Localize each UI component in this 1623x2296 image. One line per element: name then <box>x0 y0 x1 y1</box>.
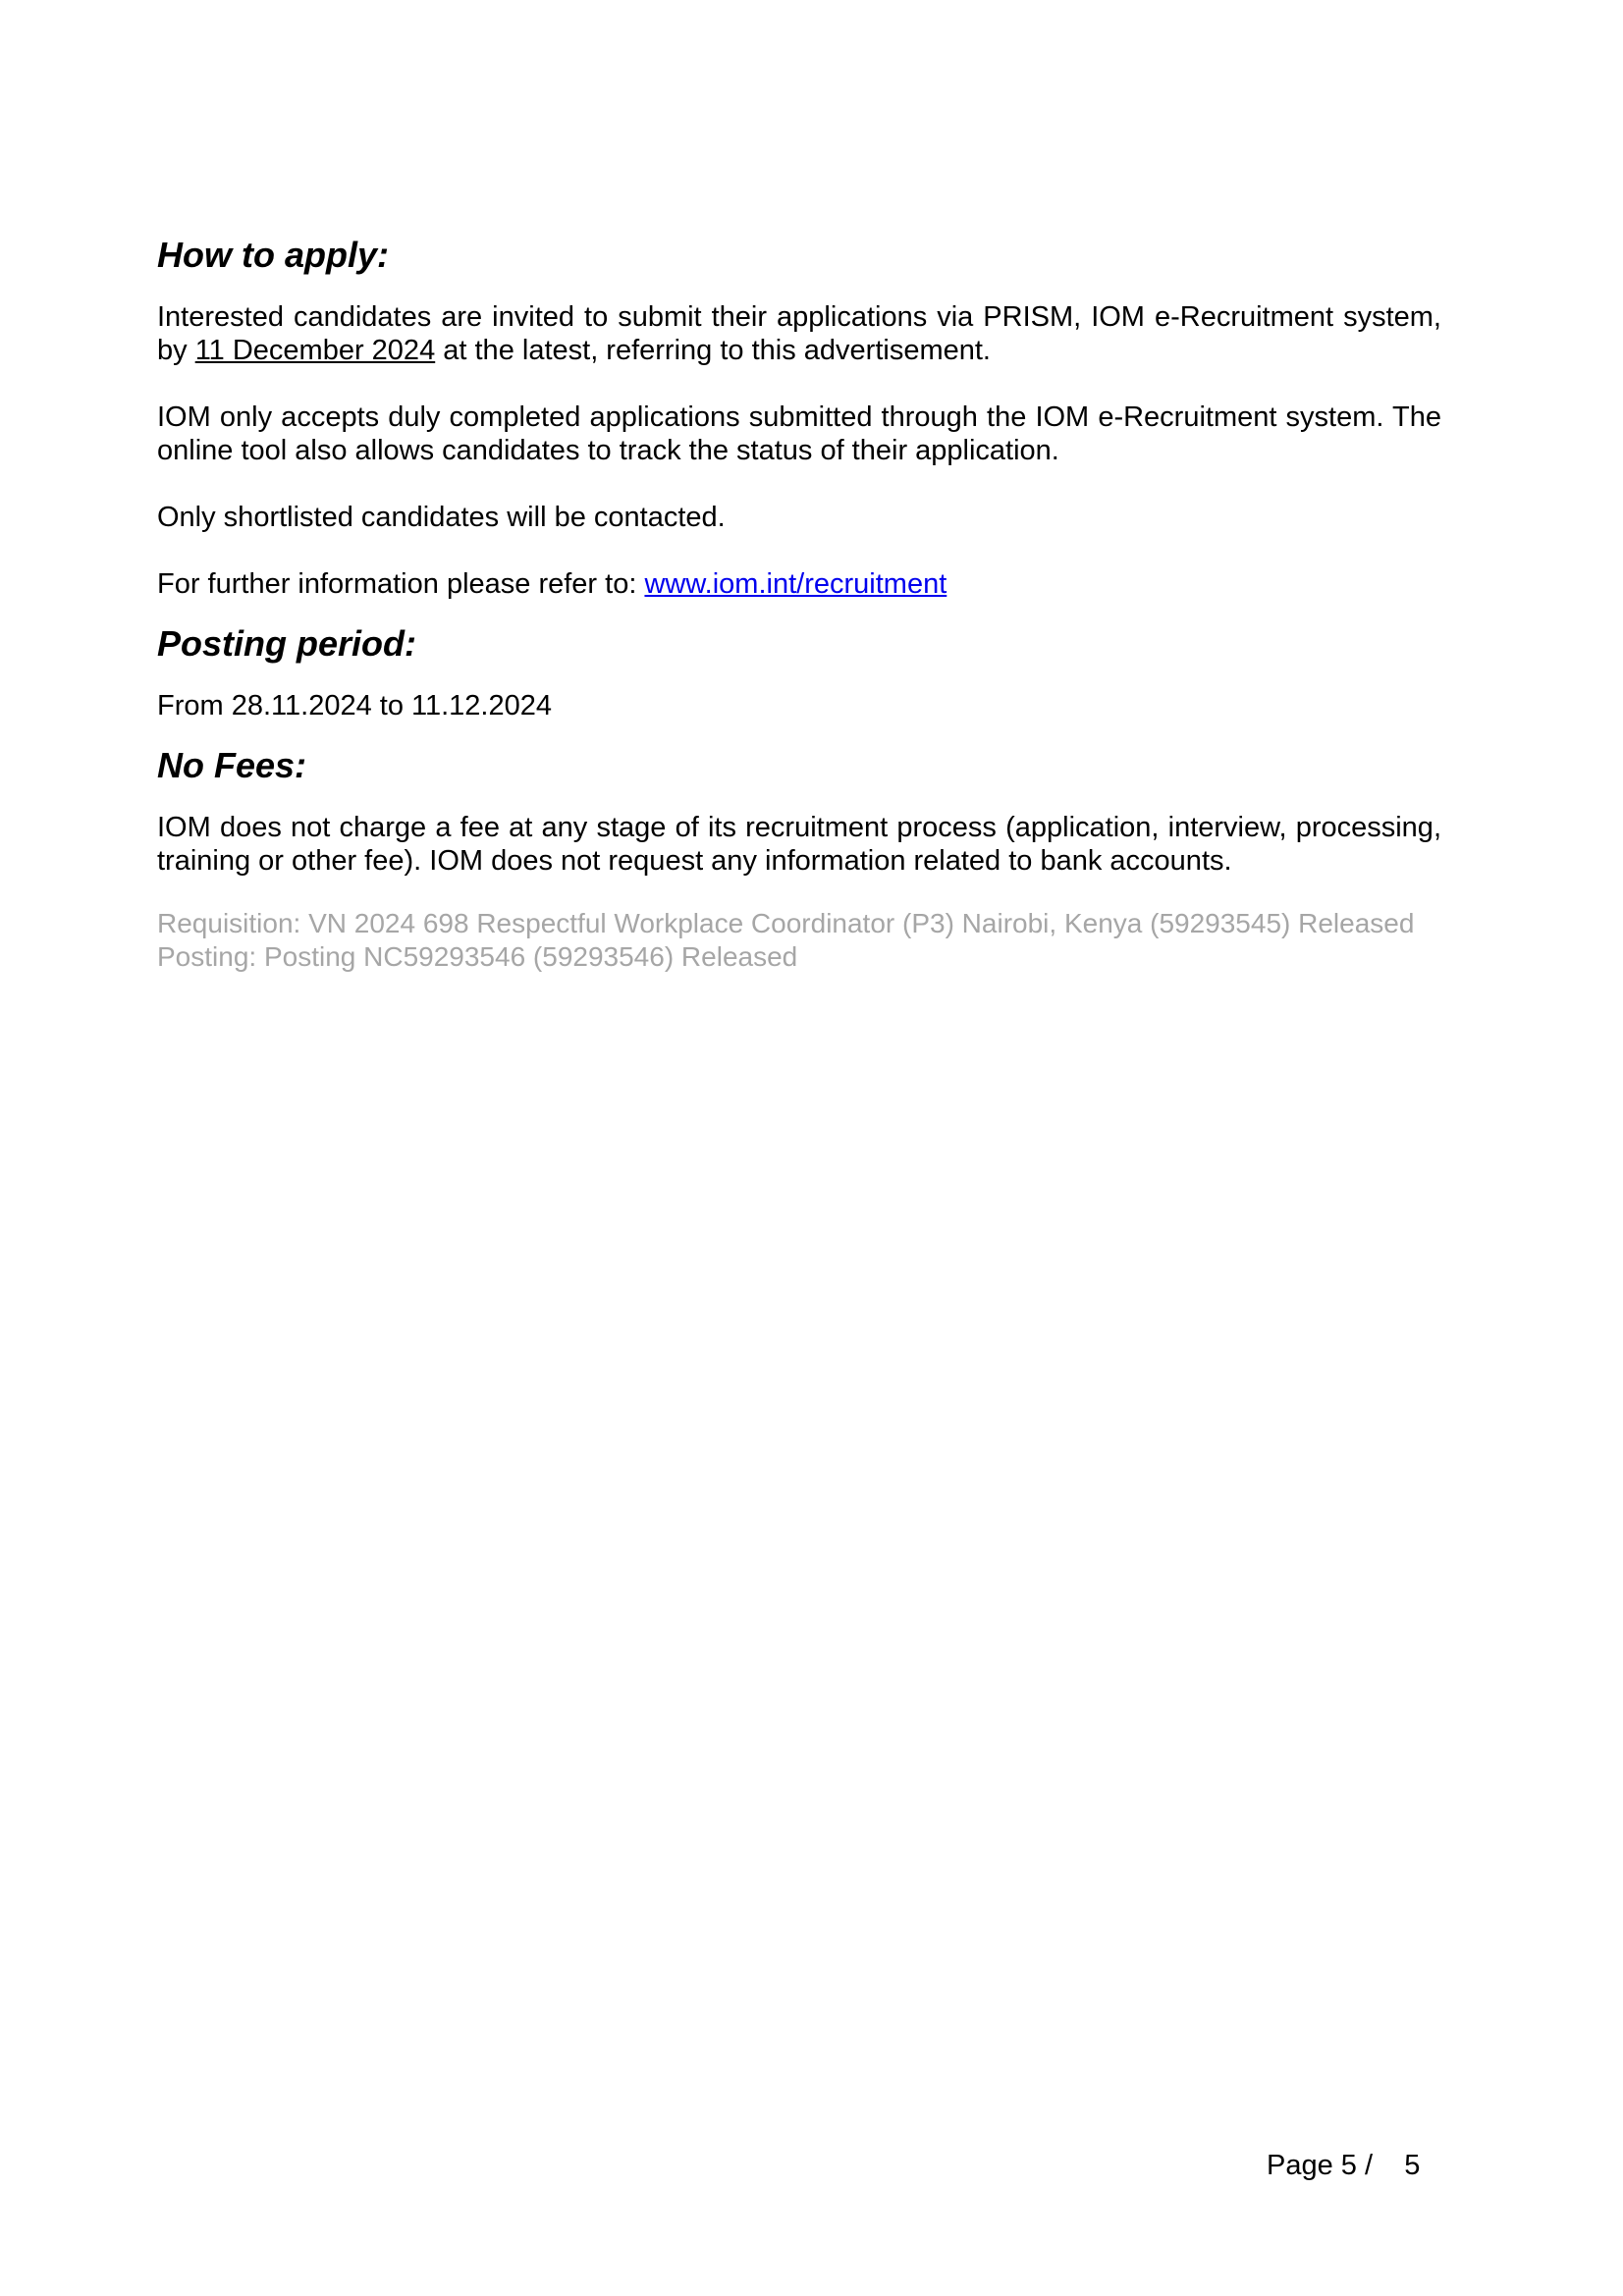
no-fees-section <box>157 744 1441 878</box>
further-info-paragraph <box>157 567 1441 601</box>
posting-info: Posting: Posting NC59293546 (59293546) Released <box>157 941 798 972</box>
no-fees-heading: No Fees: <box>157 745 307 785</box>
further-info-text: For further information please refer to: <box>157 568 645 600</box>
posting-period-text: From 28.11.2024 to 11.12.2024 <box>157 690 552 721</box>
document-body <box>157 234 1441 974</box>
page-number: Page 5 / 5 <box>1267 2150 1421 2181</box>
shortlist-paragraph: Only shortlisted candidates will be contacted. <box>157 502 726 533</box>
application-instructions-paragraph <box>157 300 1441 367</box>
how-to-apply-heading: How to apply: <box>157 235 389 275</box>
posting-period-section <box>157 622 1441 722</box>
how-to-apply-section <box>157 234 1441 601</box>
recruitment-link[interactable]: www.iom.int/recruitment <box>644 568 947 600</box>
application-instructions-tail: at the latest, referring to this advertisement. <box>435 335 991 366</box>
no-fees-text: IOM does not charge a fee at any stage of its recruitment process (application, interview, processing, training or other fee). IOM does not request any information related to bank accounts. <box>157 812 1441 877</box>
deadline-date: 11 December 2024 <box>194 335 436 366</box>
application-instructions-text: Interested candidates are invited to submit their applications via PRISM, IOM e-Recruitment system, by <box>157 301 1441 366</box>
posting-period-heading: Posting period: <box>157 623 416 664</box>
accepted-applications-paragraph: IOM only accepts duly completed applications submitted through the IOM e-Recruitment system. The online tool also allows candidates to track the status of their application. <box>157 401 1441 466</box>
posting-metadata <box>157 907 1441 974</box>
requisition-info: Requisition: VN 2024 698 Respectful Workplace Coordinator (P3) Nairobi, Kenya (59293545) Released <box>157 908 1415 938</box>
